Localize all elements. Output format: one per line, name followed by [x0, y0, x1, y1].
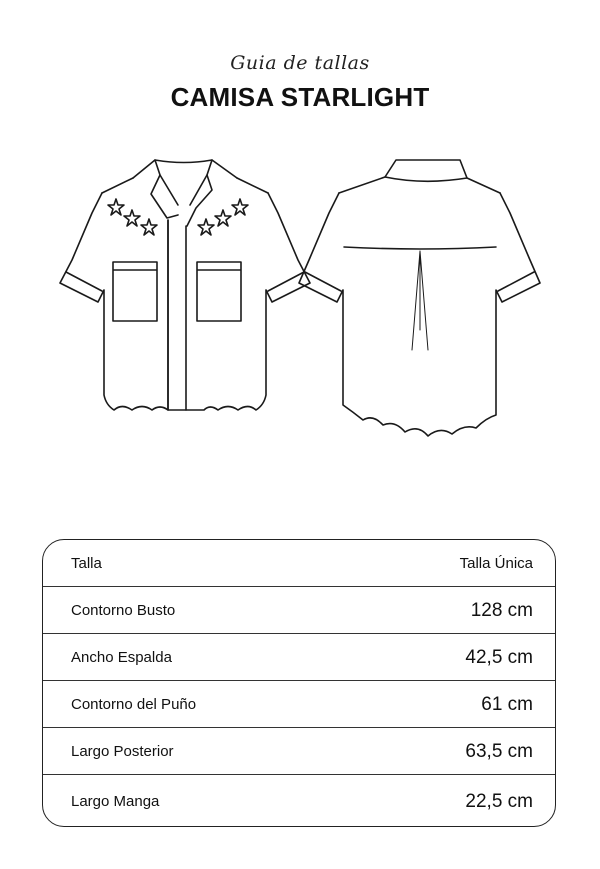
back-collar [339, 160, 500, 193]
shirt-back-drawing [299, 160, 540, 436]
column-header-size: Talla [71, 555, 102, 572]
measurement-value: 63,5 cm [465, 741, 533, 762]
table-header-row [43, 540, 555, 587]
measurement-value: 22,5 cm [465, 791, 533, 812]
measurement-label: Largo Manga [71, 793, 160, 810]
front-pocket-left [113, 262, 157, 321]
size-table [42, 539, 556, 827]
shirt-illustrations [0, 150, 600, 460]
measurement-value: 128 cm [470, 600, 533, 621]
star-icon [232, 199, 248, 215]
front-collar-left [133, 160, 178, 218]
measurement-label: Contorno del Puño [71, 696, 197, 713]
front-shoulder-left [102, 178, 133, 193]
star-icon [198, 219, 214, 235]
back-yoke [344, 247, 496, 249]
measurement-label: Ancho Espalda [71, 649, 172, 666]
front-collar-inner-left [160, 175, 178, 205]
front-collar-back [155, 160, 212, 163]
shirt-front-drawing [60, 160, 310, 410]
table-row [43, 728, 555, 775]
front-placket [168, 220, 186, 410]
table-row [43, 681, 555, 728]
guide-subtitle: Guia de tallas [230, 52, 370, 74]
table-row [43, 775, 555, 827]
measurement-label: Largo Posterior [71, 743, 174, 760]
column-header-one-size: Talla Única [459, 555, 533, 572]
front-pocket-right [197, 262, 241, 321]
star-icon [124, 210, 140, 226]
front-collar-inner-right [190, 175, 207, 205]
back-pleat [412, 251, 428, 350]
star-icon [141, 219, 157, 235]
star-icon [108, 199, 124, 215]
product-title: CAMISA STARLIGHT [170, 82, 430, 112]
measurement-value: 61 cm [481, 694, 533, 715]
star-icon [215, 210, 231, 226]
measurement-label: Contorno Busto [71, 602, 176, 619]
front-body-outline-right [186, 193, 310, 410]
back-collar-band [385, 177, 467, 181]
measurement-value: 42,5 cm [465, 647, 533, 668]
table-row [43, 634, 555, 681]
table-row [43, 587, 555, 634]
front-shoulder-right [237, 178, 268, 193]
